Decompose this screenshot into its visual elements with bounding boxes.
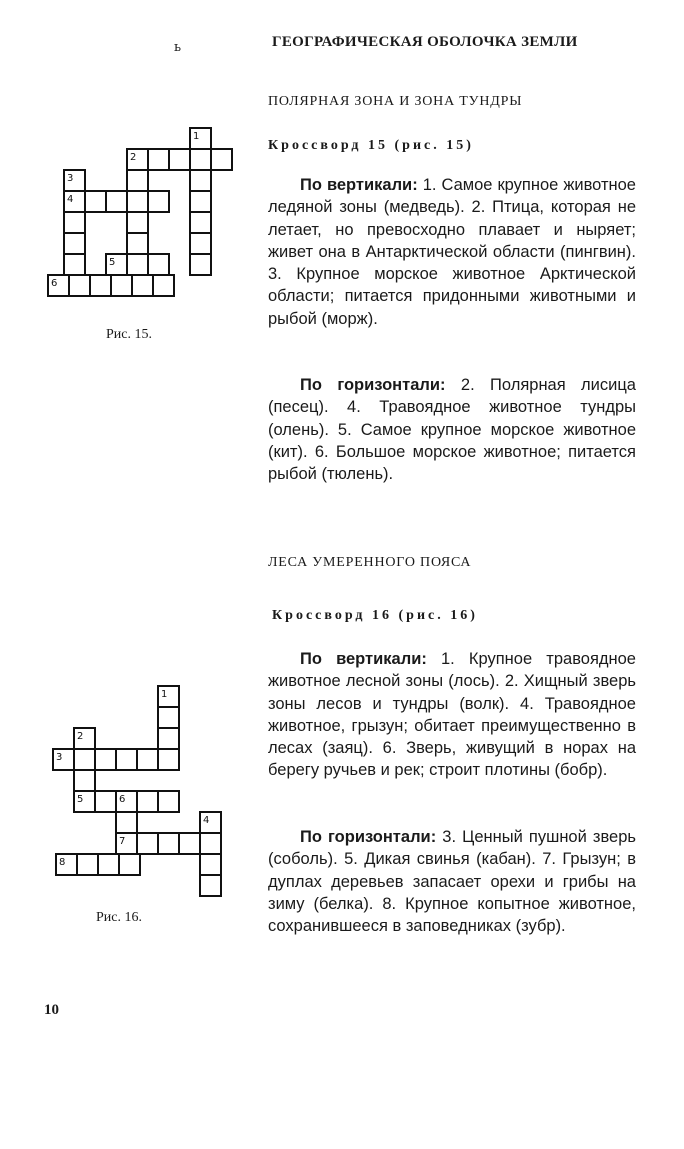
horizontal-text: 2. Полярная лисица (песец). 4. Травоядное животное тундры (олень). 5. Самое крупное морское животное (кит). 6. Большое морское животное; питается рыбой (тюлень). <box>268 376 636 484</box>
clue-number: 6 <box>119 794 126 805</box>
clue-number: 4 <box>203 815 210 826</box>
clue-number: 7 <box>119 836 126 847</box>
clue-number: 6 <box>51 278 58 289</box>
clue-number: 3 <box>67 173 74 184</box>
clue-number: 4 <box>67 194 74 205</box>
horizontal-label: По горизонтали: <box>300 376 446 394</box>
vertical-label: По вертикали: <box>300 176 418 194</box>
clue-number: 2 <box>130 152 137 163</box>
clue-number: 8 <box>59 857 66 868</box>
crossword-15-grid <box>40 120 240 300</box>
crossword-16-horizontal-clues <box>268 826 636 937</box>
crossword-16-vertical-clues <box>268 648 636 782</box>
crossword-16-title: Кроссворд 16 (рис. 16) <box>272 608 478 623</box>
crossword-16-grid <box>48 680 234 900</box>
horizontal-text: 3. Ценный пушной зверь (соболь). 5. Дикая свинья (кабан). 7. Грызун; в дуплах деревьев запасает орехи и грибы на зиму (белка). 8. Крупное копытное животное, сохранившееся в заповедниках (зубр). <box>268 828 637 936</box>
figure-15-caption: Рис. 15. <box>106 327 152 342</box>
vertical-text: 1. Самое крупное животное ледяной зоны (медведь). 2. Птица, которая не летает, но превосходно плавает и ныряет; живет она в Антарктической области (пингвин). 3. Крупное морское животное Арктической области; питается придонными животными и рыбой (морж). <box>268 176 636 328</box>
clue-number: 5 <box>109 257 116 268</box>
figure-16-caption: Рис. 16. <box>96 910 142 925</box>
clue-number: 2 <box>77 731 84 742</box>
section-title-forest: ЛЕСА УМЕРЕННОГО ПОЯСА <box>268 555 472 570</box>
corner-mark: ь <box>174 40 182 55</box>
section-title-polar: ПОЛЯРНАЯ ЗОНА И ЗОНА ТУНДРЫ <box>268 94 523 109</box>
crossword-15-horizontal-clues <box>268 374 636 485</box>
horizontal-label: По горизонтали: <box>300 828 437 846</box>
vertical-text: 1. Крупное травоядное животное лесной зоны (лось). 2. Хищный зверь зоны лесов и тундры (волк). 4. Травоядное животное, грызун; обитает преимущественно в лесах (заяц). 6. Зверь, живущий в норах на берегу ручьев и рек; строит плотины (бобр). <box>268 650 636 780</box>
vertical-label: По вертикали: <box>300 650 427 668</box>
crossword-15-title: Кроссворд 15 (рис. 15) <box>268 138 474 153</box>
clue-number: 1 <box>193 131 200 142</box>
page-number: 10 <box>44 1002 59 1018</box>
clue-number: 5 <box>77 794 84 805</box>
running-header: ГЕОГРАФИЧЕСКАЯ ОБОЛОЧКА ЗЕМЛИ <box>272 34 578 50</box>
clue-number: 1 <box>161 689 168 700</box>
crossword-15-vertical-clues <box>268 174 636 330</box>
clue-number: 3 <box>56 752 63 763</box>
